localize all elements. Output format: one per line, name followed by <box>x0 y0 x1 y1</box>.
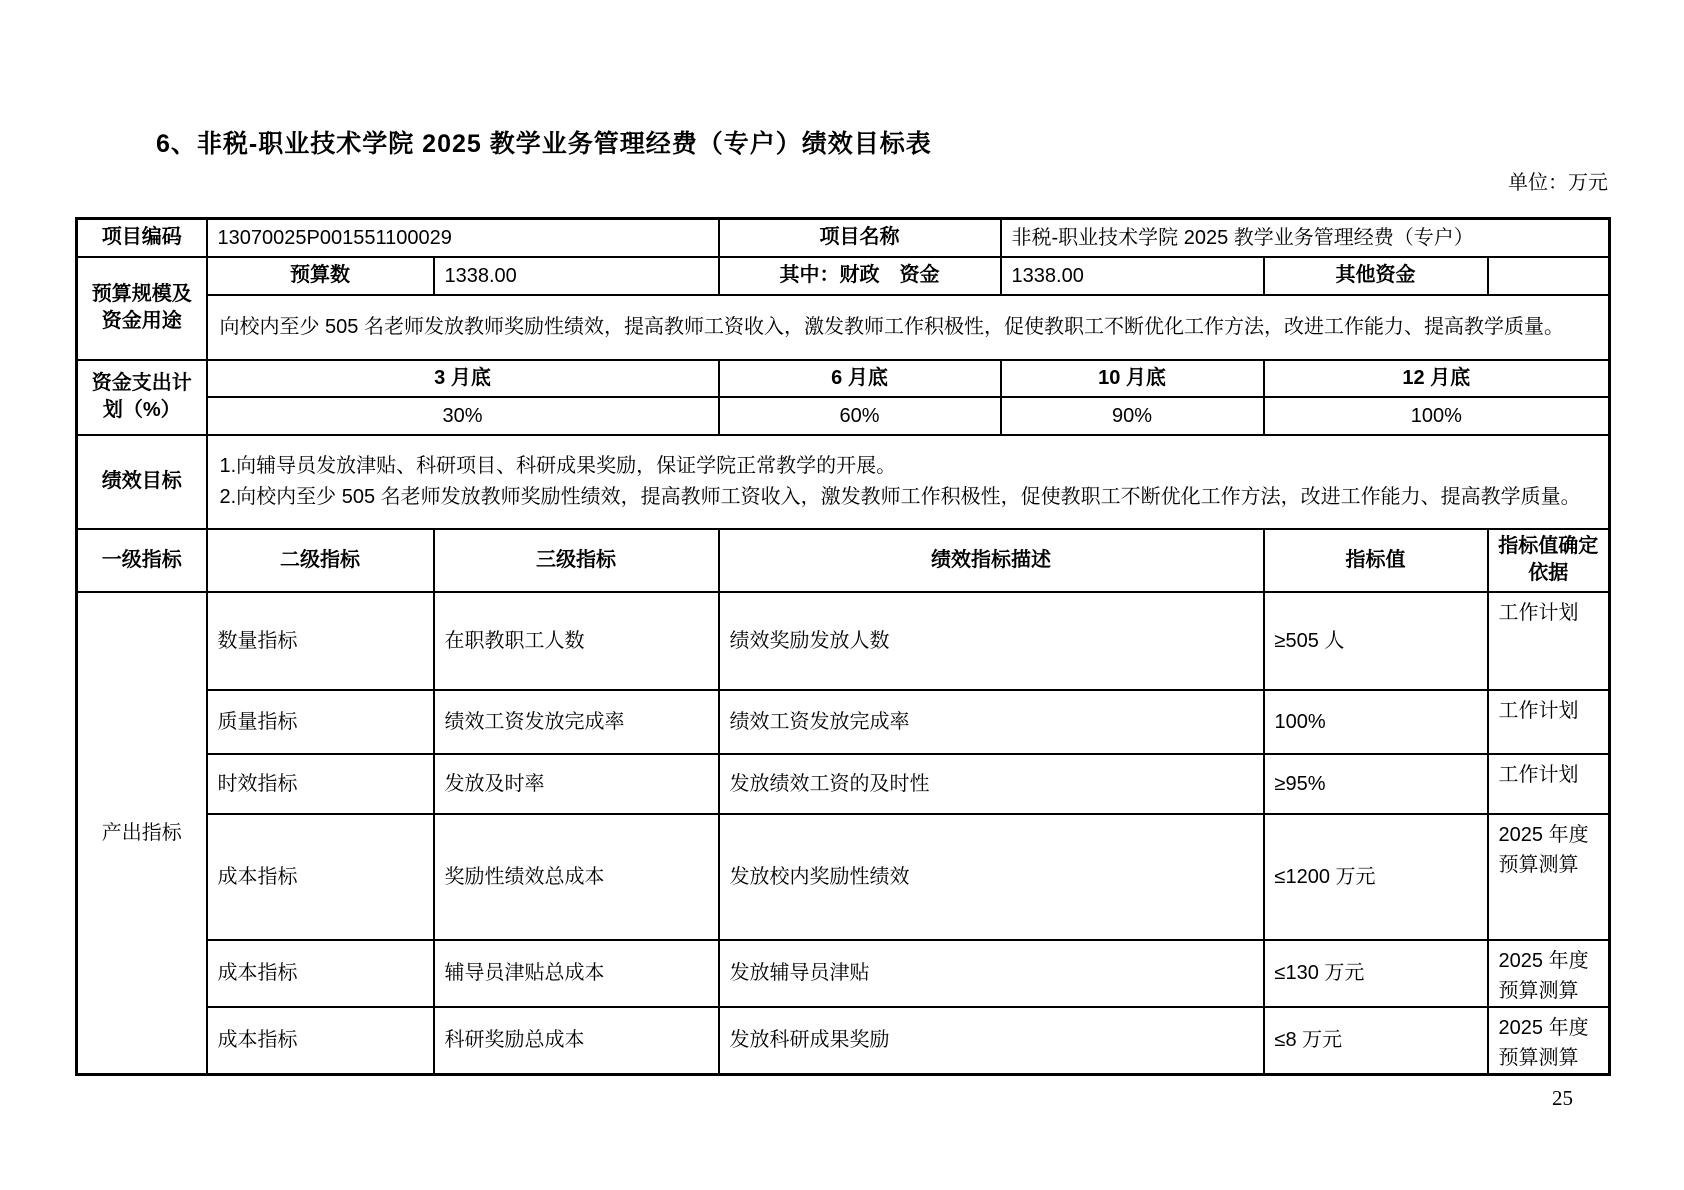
table-row <box>77 690 1610 754</box>
budget-amount-label: 预算数 <box>207 257 434 295</box>
project-code-label: 项目编码 <box>77 219 207 257</box>
table-row <box>77 1007 1610 1075</box>
table-row <box>77 529 1610 592</box>
indicator-value: ≤8 万元 <box>1264 1007 1488 1075</box>
indicator-description: 绩效奖励发放人数 <box>719 592 1264 690</box>
indicator-description: 发放绩效工资的及时性 <box>719 754 1264 814</box>
header-level3: 三级指标 <box>434 529 719 592</box>
indicator-level3: 发放及时率 <box>434 754 719 814</box>
table-row <box>77 257 1610 295</box>
other-fund-value <box>1488 257 1610 295</box>
percent-june-value: 60% <box>719 397 1001 435</box>
performance-goal-label: 绩效目标 <box>77 435 207 529</box>
page-number: 25 <box>1552 1086 1573 1110</box>
unit-label: 单位：万元 <box>1508 172 1608 194</box>
table-row <box>77 754 1610 814</box>
table-row <box>77 435 1610 529</box>
period-june-label: 6 月底 <box>719 360 1001 397</box>
indicator-basis: 工作计划 <box>1488 754 1610 814</box>
indicator-basis: 工作计划 <box>1488 592 1610 690</box>
indicator-level2: 成本指标 <box>207 940 434 1007</box>
performance-target-table <box>75 217 1611 1076</box>
level1-indicator-value: 产出指标 <box>77 592 207 1075</box>
budget-section-label: 预算规模及资金用途 <box>77 257 207 360</box>
header-basis: 指标值确定依据 <box>1488 529 1610 592</box>
project-code-value: 13070025P001551100029 <box>207 219 719 257</box>
indicator-value: ≥95% <box>1264 754 1488 814</box>
percent-march-value: 30% <box>207 397 719 435</box>
indicator-level3: 绩效工资发放完成率 <box>434 690 719 754</box>
indicator-description: 发放科研成果奖励 <box>719 1007 1264 1075</box>
indicator-description: 绩效工资发放完成率 <box>719 690 1264 754</box>
indicator-basis: 2025 年度预算测算 <box>1488 814 1610 940</box>
fiscal-fund-label: 其中：财政 资金 <box>719 257 1001 295</box>
fiscal-fund-value: 1338.00 <box>1001 257 1264 295</box>
indicator-level2: 时效指标 <box>207 754 434 814</box>
other-fund-label: 其他资金 <box>1264 257 1488 295</box>
page-title: 6、非税-职业技术学院 2025 教学业务管理经费（专户）绩效目标表 <box>156 130 932 158</box>
percent-december-value: 100% <box>1264 397 1610 435</box>
table-row <box>77 592 1610 690</box>
period-march-label: 3 月底 <box>207 360 719 397</box>
indicator-value: ≥505 人 <box>1264 592 1488 690</box>
indicator-level2: 数量指标 <box>207 592 434 690</box>
table-row <box>77 295 1610 360</box>
indicator-level2: 质量指标 <box>207 690 434 754</box>
table-row <box>77 219 1610 257</box>
period-october-label: 10 月底 <box>1001 360 1264 397</box>
indicator-value: ≤130 万元 <box>1264 940 1488 1007</box>
indicator-basis: 2025 年度预算测算 <box>1488 940 1610 1007</box>
indicator-level2: 成本指标 <box>207 1007 434 1075</box>
performance-goal-line2: 2.向校内至少 505 名老师发放教师奖励性绩效，提高教师工资收入，激发教师工作积极性，促使教职工不断优化工作方法，改进工作能力、提高教学质量。 <box>219 485 1581 508</box>
indicator-level3: 在职教职工人数 <box>434 592 719 690</box>
indicator-basis: 2025 年度预算测算 <box>1488 1007 1610 1075</box>
period-december-label: 12 月底 <box>1264 360 1610 397</box>
fund-usage-text: 向校内至少 505 名老师发放教师奖励性绩效，提高教师工资收入，激发教师工作积极性，促使教职工不断优化工作方法，改进工作能力、提高教学质量。 <box>207 295 1610 360</box>
table-row <box>77 814 1610 940</box>
header-description: 绩效指标描述 <box>719 529 1264 592</box>
indicator-level2: 成本指标 <box>207 814 434 940</box>
performance-goal-text <box>207 435 1610 529</box>
project-name-label: 项目名称 <box>719 219 1001 257</box>
percent-october-value: 90% <box>1001 397 1264 435</box>
indicator-description: 发放校内奖励性绩效 <box>719 814 1264 940</box>
header-level1: 一级指标 <box>77 529 207 592</box>
header-level2: 二级指标 <box>207 529 434 592</box>
budget-amount-value: 1338.00 <box>434 257 719 295</box>
table-row <box>77 360 1610 397</box>
indicator-level3: 科研奖励总成本 <box>434 1007 719 1075</box>
indicator-value: 100% <box>1264 690 1488 754</box>
table-row <box>77 940 1610 1007</box>
indicator-level3: 辅导员津贴总成本 <box>434 940 719 1007</box>
spending-plan-section-label: 资金支出计划（%） <box>77 360 207 435</box>
indicator-value: ≤1200 万元 <box>1264 814 1488 940</box>
indicator-level3: 奖励性绩效总成本 <box>434 814 719 940</box>
indicator-description: 发放辅导员津贴 <box>719 940 1264 1007</box>
header-value: 指标值 <box>1264 529 1488 592</box>
project-name-value: 非税-职业技术学院 2025 教学业务管理经费（专户） <box>1001 219 1610 257</box>
indicator-basis: 工作计划 <box>1488 690 1610 754</box>
performance-goal-line1: 1.向辅导员发放津贴、科研项目、科研成果奖励，保证学院正常教学的开展。 <box>219 454 897 477</box>
table-row <box>77 397 1610 435</box>
